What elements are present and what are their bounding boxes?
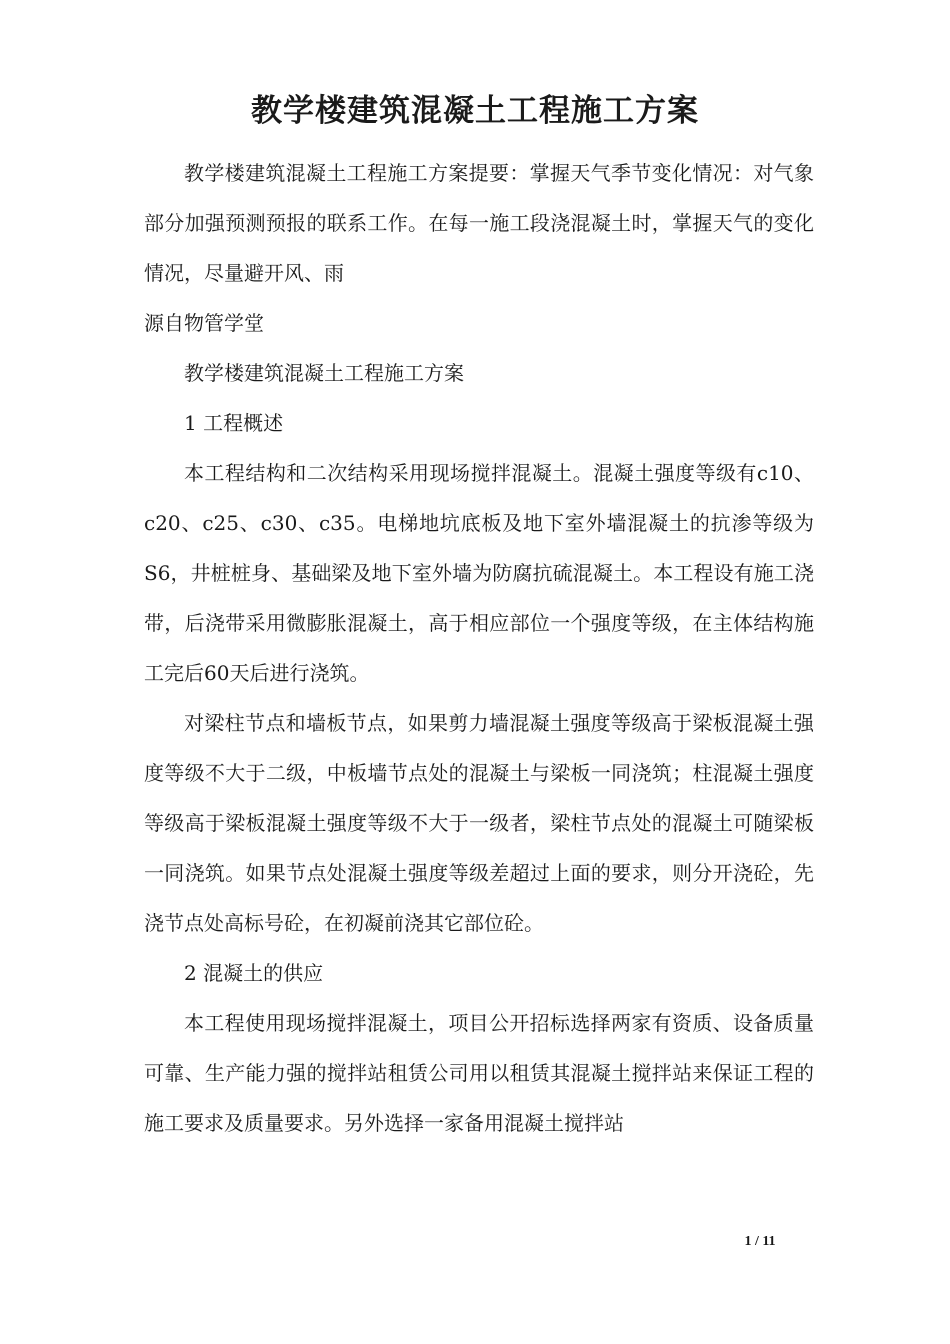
document-body xyxy=(144,148,814,1148)
document-title: 教学楼建筑混凝土工程施工方案 xyxy=(251,93,699,129)
body-paragraph: 本工程结构和二次结构采用现场搅拌混凝土。混凝土强度等级有c10、c20、c25、c30、c35。电梯地坑底板及地下室外墙混凝土的抗渗等级为 S6，井桩桩身、基础梁及地下室外墙为防腐抗硫混凝土。本工程设有施工浇带，后浇带采用微膨胀混凝土，高于相应部位一个强度等级，在主体结构施工完后60天后进行浇筑。 xyxy=(144,461,814,685)
page-number: 1 / 11 xyxy=(744,1234,776,1249)
source-line: 源自物管学堂 xyxy=(144,311,264,335)
section-heading-1: 1 工程概述 xyxy=(184,411,284,435)
section-heading-2: 2 混凝土的供应 xyxy=(184,961,324,985)
body-paragraph: 本工程使用现场搅拌混凝土，项目公开招标选择两家有资质、设备质量可靠、生产能力强的搅拌站租赁公司用以租赁其混凝土搅拌站来保证工程的施工要求及质量要求。另外选择一家备用混凝土搅拌站 xyxy=(144,1011,814,1135)
body-paragraph: 对梁柱节点和墙板节点，如果剪力墙混凝土强度等级高于梁板混凝土强度等级不大于二级，中板墙节点处的混凝土与梁板一同浇筑；柱混凝土强度等级高于梁板混凝土强度等级不大于一级者，梁柱节点处的混凝土可随梁板一同浇筑。如果节点处混凝土强度等级差超过上面的要求，则分开浇砼，先浇节点处高标号砼，在初凝前浇其它部位砼。 xyxy=(144,711,814,935)
summary-paragraph: 教学楼建筑混凝土工程施工方案提要：掌握天气季节变化情况：对气象部分加强预测预报的联系工作。在每一施工段浇混凝土时，掌握天气的变化情况，尽量避开风、雨 xyxy=(144,161,814,285)
subtitle-paragraph: 教学楼建筑混凝土工程施工方案 xyxy=(184,361,464,385)
